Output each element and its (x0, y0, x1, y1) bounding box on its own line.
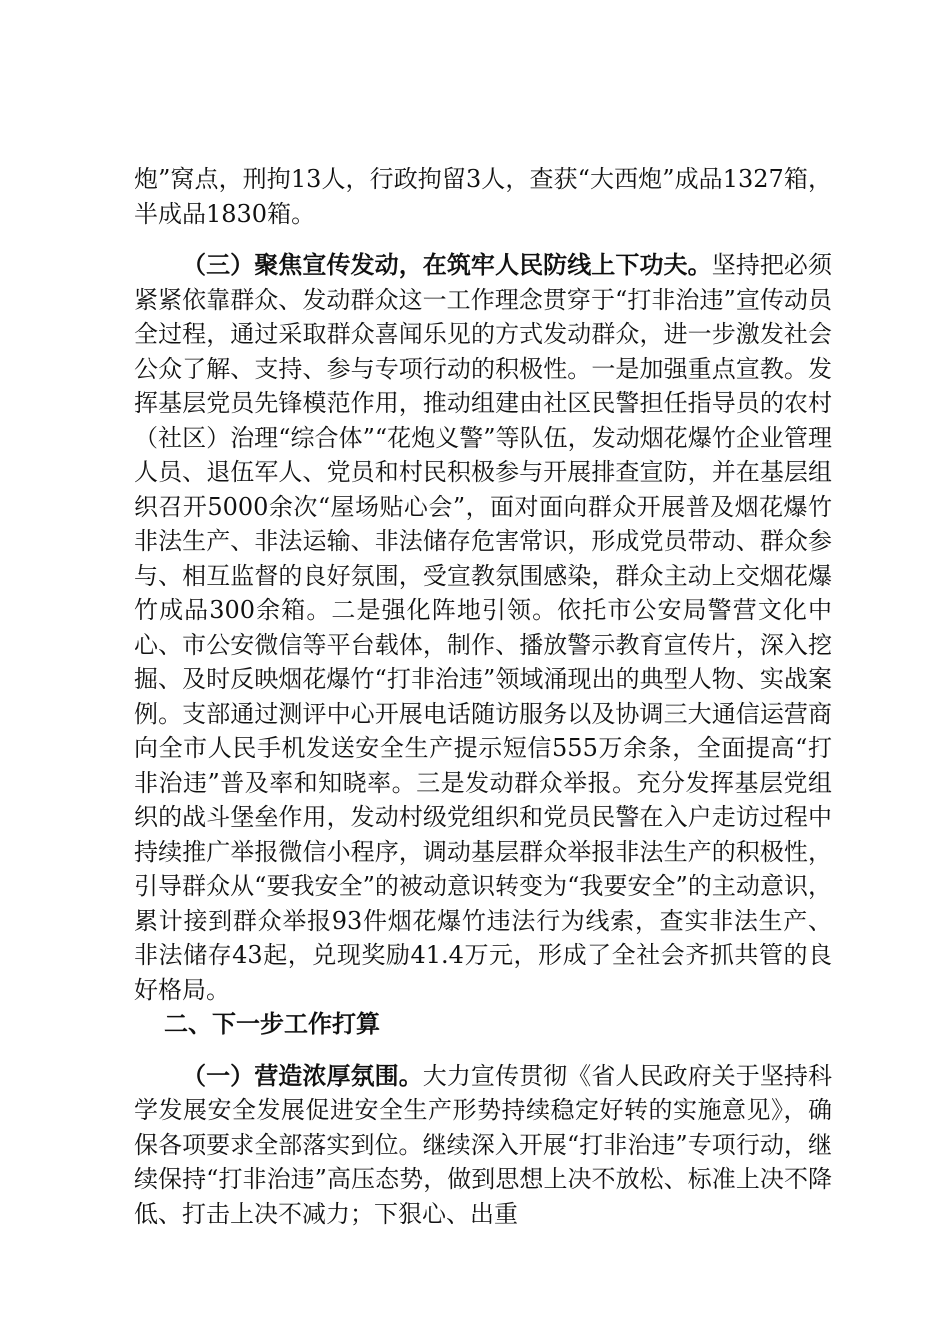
paragraph-1: 炮”窝点，刑拘13人，行政拘留3人，查获“大西炮”成品1327箱，半成品1830箱。 (134, 165, 832, 228)
paragraph-3-body: 大力宣传贯彻《省人民政府关于坚持科学发展安全发展促进安全生产形势持续稳定好转的实施意见》，确保各项要求全部落实到位。继续深入开展“打非治违”专项行动，继续保持“打非治违”高压态势，做到思想上决不放松、标准上决不降低、打击上决不减力；下狠心、出重 (134, 1061, 833, 1228)
paragraph-3 (134, 1059, 832, 1232)
paragraph-3-heading: （一）营造浓厚氛围。 (182, 1061, 423, 1090)
paragraph-2 (134, 248, 832, 1007)
document-page (134, 162, 832, 1231)
paragraph-2-heading: （三）聚焦宣传发动，在筑牢人民防线上下功夫。 (182, 251, 712, 279)
section-heading: 二、下一步工作打算 (164, 1010, 380, 1038)
paragraph-2-body: 坚持把必须紧紧依靠群众、发动群众这一工作理念贯穿于“打非治违”宣传动员全过程，通过采取群众喜闻乐见的方式发动群众，进一步激发社会公众了解、支持、参与专项行动的积极性。一是加强重点宣教。发挥基层党员先锋模范作用，推动组建由社区民警担任指导员的农村（社区）治理“综合体”“花炮义警”等队伍，发动烟花爆竹企业管理人员、退伍军人、党员和村民积极参与开展排查宣防，并在基层组织召开5000余次“屋场贴心会”，面对面向群众开展普及烟花爆竹非法生产、非法运输、非法储存危害常识，形成党员带动、群众参与、相互监督的良好氛围，受宣教氛围感染，群众主动上交烟花爆竹成品300余箱。二是强化阵地引领。依托市公安局警营文化中心、市公安微信等平台载体，制作、播放警示教育宣传片，深入挖掘、及时反映烟花爆竹“打非治违”领域涌现出的典型人物、实战案例。支部通过测评中心开展电话随访服务以及协调三大通信运营商向全市人民手机发送安全生产提示短信555万余条，全面提高“打非治违”普及率和知晓率。三是发动群众举报。充分发挥基层党组织的战斗堡垒作用，发动村级党组织和党员民警在入户走访过程中持续推广举报微信小程序，调动基层群众举报非法生产的积极性，引导群众从“要我安全”的被动意识转变为“我要安全”的主动意识，累计接到群众举报93件烟花爆竹违法行为线索，查实非法生产、非法储存43起，兑现奖励41.4万元，形成了全社会齐抓共管的良好格局。 (134, 251, 833, 1004)
